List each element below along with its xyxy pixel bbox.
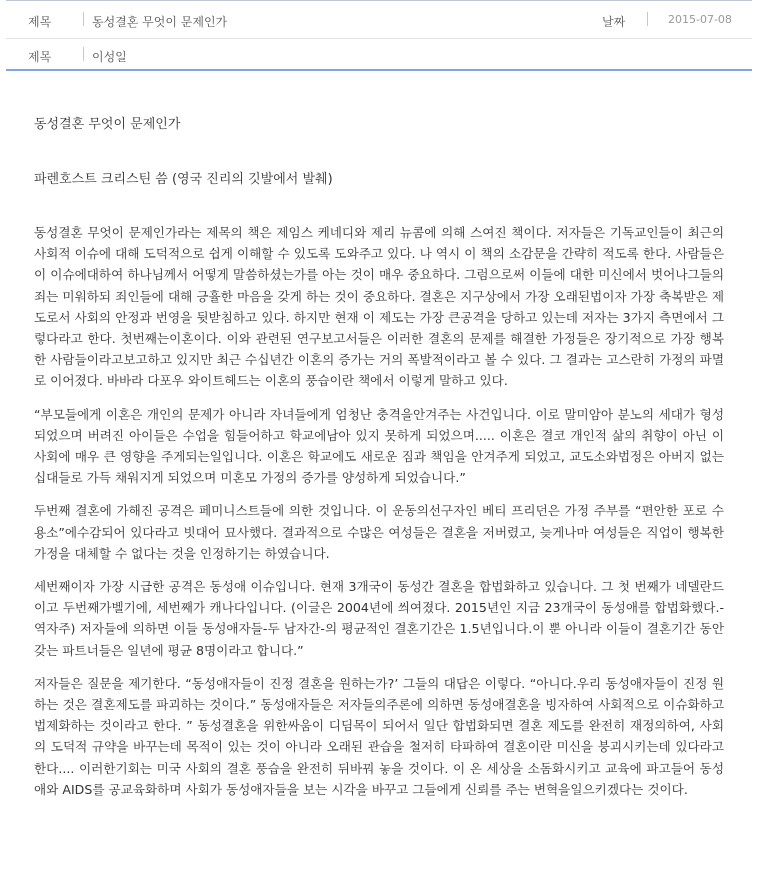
paragraph: 두번째 결혼에 가해진 공격은 페미니스트들에 의한 것입니다. 이 운동의선구자인 베티 프리던은 가정 주부를 “편안한 포로 수용소”에수감되어 있다라고 빗대어 묘사했다. 결과적으로 수많은 여성들은 결혼을 저버렸고, 늦게나마 여성들은 직업이 행복한 가정을 대체할 수 없다는 것을 인정하기는 하였습니다.: [34, 503, 724, 561]
title-label: 제목: [28, 15, 52, 29]
author-row: [6, 39, 752, 71]
article-body: [34, 115, 724, 800]
paragraph: 동성결혼 무엇이 문제인가라는 제목의 책은 제임스 케네디와 제리 뉴콤에 의해 스여진 책이다. 저자들은 기독교인들이 최근의 사회적 이슈에 대해 도덕적으로 쉽게 이해할 수 있도록 도와주고 있다. 나 역시 이 책의 소감문을 간략히 적도록 한다. 사람들은 이 이슈에대하여 하나님께서 어떻게 말씀하셨는가를 아는 것이 매우 중요하다. 그럼으로써 이들에 대한 미신에서 벗어나그들의 죄는 미워하되 죄인들에 대해 긍휼한 마음을 갖게 하는 것이 중요하다. 결혼은 지구상에서 가장 오래된법이자 가장 축복받은 제도로서 사회의 안정과 번영을 뒷받침하고 있다. 하지만 현재 이 제도는 가장 큰공격을 당하고 있는데 저자는 3가지 측면에서 그렇다라고 한다. 첫번째는이혼이다. 이와 관련된 연구보고서들은 이러한 결혼의 문제를 해결한 가정들은 장기적으로 가장 행복한 사람들이라고보고하고 있지만 최근 수십년간 이혼의 증가는 거의 폭발적이라고 볼 수 있다. 그 결과는 고스란히 가정의 파멸로 이어졌다. 바바라 다포우 와이트헤드는 이혼의 풍습이란 책에서 이렇게 말하고 있다.: [34, 225, 724, 389]
author-value: 이성일: [92, 50, 127, 64]
title-value: 동성결혼 무엇이 문제인가: [92, 15, 228, 29]
author-label: 제목: [28, 50, 52, 64]
divider: [83, 12, 84, 26]
article-header: [6, 0, 752, 71]
date-value: 2015-07-08: [668, 13, 732, 26]
article-title: 동성결혼 무엇이 문제인가: [34, 117, 181, 132]
title-row: [6, 1, 752, 39]
paragraph: 세번째이자 가장 시급한 공격은 동성애 이슈입니다. 현재 3개국이 동성간 결혼을 합법화하고 있습니다. 그 첫 번째가 네델란드이고 두번째가벨기에, 세번째가 캐나다입니다. (이글은 2004년에 씌여졌다. 2015년인 지금 23개국이 동성애를 합법화했다.- 역자주) 저자들에 의하면 이들 동성애자들-두 남자간-의 평균적인 결혼기간은 1.5년입니다.이 뿐 아니라 이들이 결혼기간 동안 갖는 파트너들은 일년에 평균 8명이라고 합니다.”: [34, 579, 724, 658]
divider: [83, 47, 84, 61]
paragraph: 저자들은 질문을 제기한다. “동성애자들이 진정 결혼을 원하는가?’ 그들의 대답은 이렇다. “아니다.우리 동성애자들이 진정 원하는 것은 결혼제도를 파괴하는 것이다.” 동성애자들은 저자들의주론에 의하면 동성애결혼을 빙자하여 사회적으로 이슈화하고 법제화하는 것이라고 한다. ” 동성결혼을 위한싸움이 디딤목이 되어서 일단 합법화되면 결혼 제도를 완전히 재정의하여, 사회의 도덕적 규약을 바꾸는데 목적이 있는 것이 아니라 오래된 관습을 철저히 타파하여 결혼이란 미신을 붕괴시키는데 있다라고 한다.... 이러한기회는 미국 사회의 결혼 풍습을 완전히 뒤바꿔 놓을 것이다. 이 온 세상을 소돔화시키고 교육에 파고들어 동성애와 AIDS를 공교육화하며 사회가 동성애자들을 보는 시각을 바꾸고 그들에게 신뢰를 주는 변혁을일으키겠다는 것이다.: [34, 675, 724, 797]
paragraph: “부모들에게 이혼은 개인의 문제가 아니라 자녀들에게 엄청난 충격을안겨주는 사건입니다. 이로 말미암아 분노의 세대가 형성되었으며 버려진 아이들은 수업을 힘들어하고 학교에남아 있지 못하게 되었으며..... 이혼은 결코 개인적 삶의 취향이 아닌 이 사회에 매우 큰 영향을 주게되는일입니다. 이혼은 학교에도 새로운 짐과 책임을 안겨주게 되었고, 교도소와법정은 아버지 없는 십대들로 가득 채워지게 되었으며 미혼모 가정의 증가를 양성하게 되었습니다.”: [34, 406, 724, 486]
date-label: 날짜: [602, 15, 626, 29]
article-subtitle: 파렌호스트 크리스틴 씀 (영국 진리의 깃발에서 발췌): [34, 172, 333, 187]
divider: [647, 12, 648, 26]
